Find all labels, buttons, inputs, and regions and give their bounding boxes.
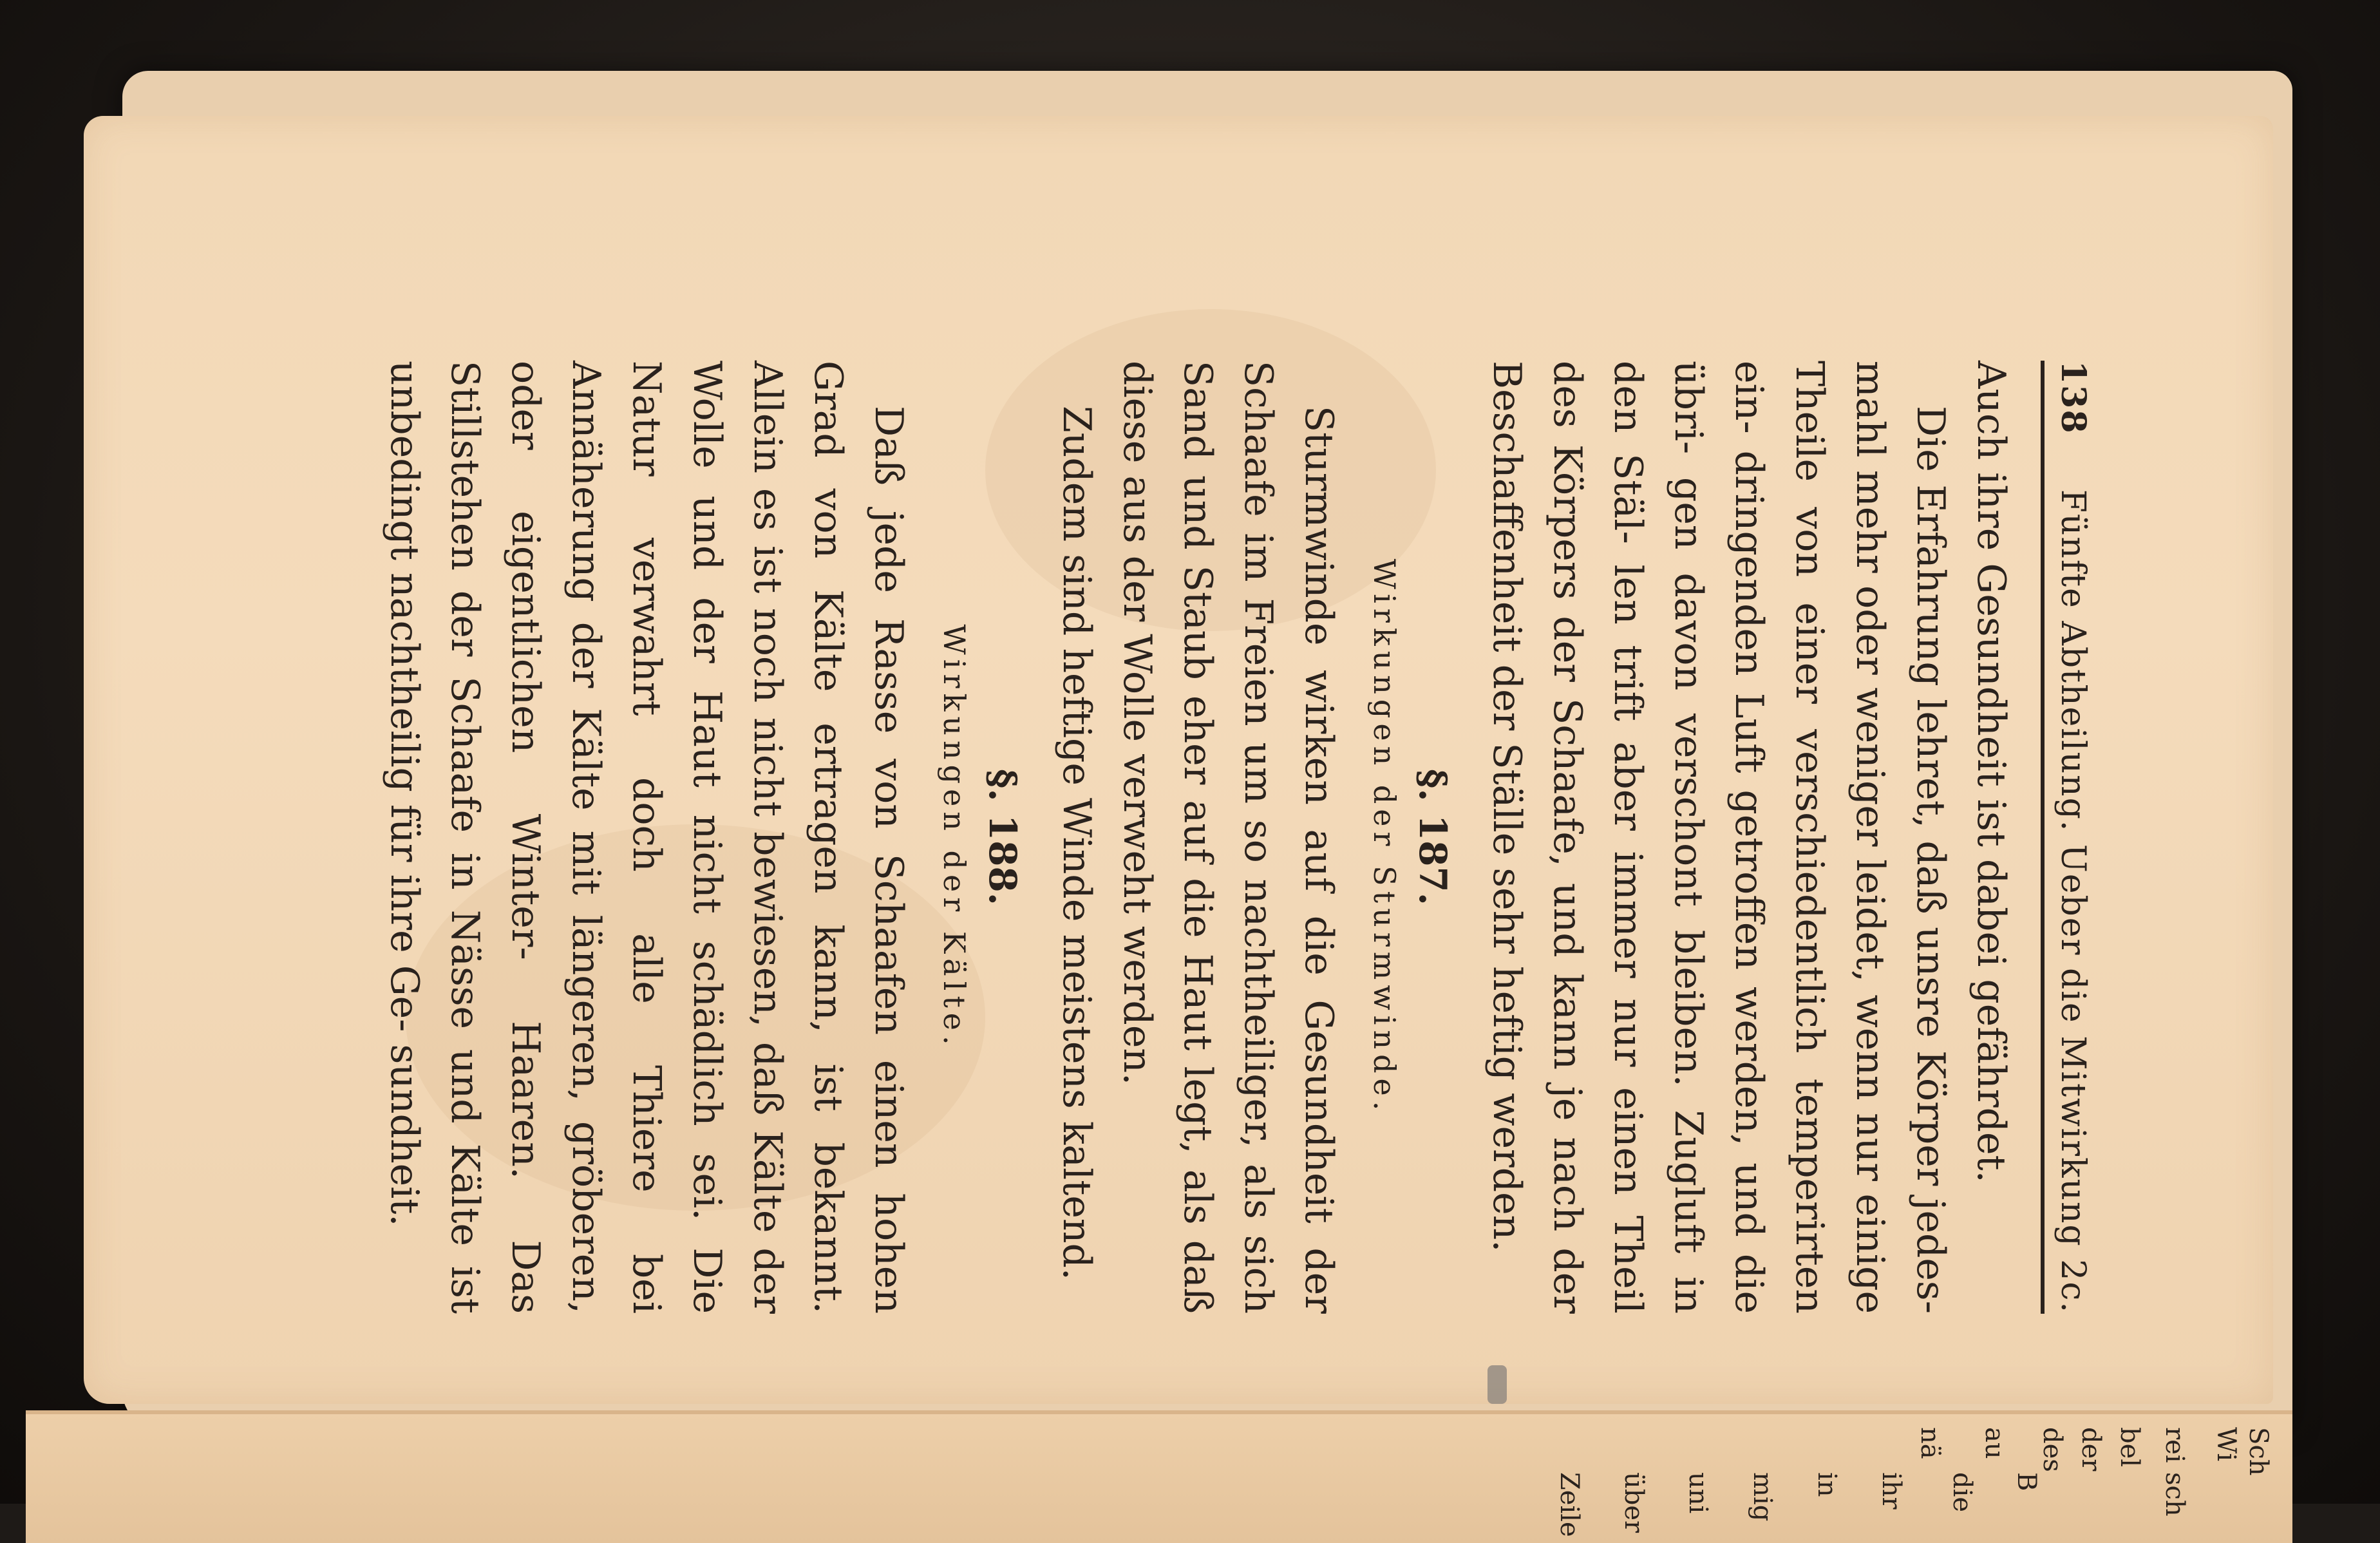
section-number: §. 187. xyxy=(1411,769,1455,905)
page-text-block xyxy=(374,361,2093,1314)
running-title: Fünfte Abtheilung. Ueber die Mitwirkung 2c. xyxy=(2054,489,2092,1314)
facing-page-text xyxy=(26,1414,2292,1543)
fragment-text: au xyxy=(1979,1427,2009,1459)
fragment-text: in xyxy=(1812,1472,1842,1497)
fragment-text: Sch xyxy=(2243,1427,2273,1476)
page-number: 138 xyxy=(2054,361,2093,435)
fragment-text: rei xyxy=(2160,1427,2189,1463)
section-title: Wirkungen der Kälte. xyxy=(937,624,972,1050)
fragment-text: die xyxy=(1947,1472,1977,1513)
fragment-text: nä xyxy=(1915,1427,1945,1459)
fragment-text: ihr xyxy=(1876,1472,1906,1510)
fragment-text: über xyxy=(1619,1472,1648,1533)
fragment-text: Wi xyxy=(2211,1427,2241,1462)
running-header xyxy=(2041,361,2093,1314)
fragment-text: bel xyxy=(2115,1427,2144,1468)
fragment-text: des xyxy=(2037,1427,2067,1472)
facing-page-edge xyxy=(26,1410,2292,1543)
paragraph: Zudem sind heftige Winde meistens kaltend. xyxy=(1054,406,1099,1280)
paragraph: Daß jede Rasse von Schaafen einen hohen Grad von Kälte ertragen kann, ist bekannt. Allein es ist noch nicht bewiesen, daß Kälte der Wolle und der Haut nicht schädlich sei. Die Natur verwahrt doch alle Thiere bei Annäherung der Kälte mit längeren, gröberen, oder eigentlichen Winter- Haaren. Das Stillstehen der Schaafe in Nässe und Kälte ist unbedingt nachtheilig für ihre Ge- sundheit. xyxy=(382,361,911,1314)
fragment-text: sch xyxy=(2160,1472,2189,1517)
fragment-text: mig xyxy=(1748,1472,1777,1522)
paragraph: Auch ihre Gesundheit ist dabei gefährdet. xyxy=(1969,361,2014,1183)
fragment-text: der xyxy=(2076,1427,2106,1472)
section-number: §. 188. xyxy=(981,769,1025,905)
paragraph: Die Erfahrung lehret, daß unsre Körper jedes- mahl mehr oder weniger leidet, wenn nur einige Theile von einer verschiedentlich temperirten ein- dringenden Luft getroffen werden, und die übri- gen davon verschont bleiben. Zugluft in den Stäl- len trift aber immer nur einen Theil des Körpers der Schaafe, und kann je nach der Beschaffenheit der Ställe sehr heftig werden. xyxy=(1484,361,1953,1314)
clip-marker xyxy=(1488,1365,1507,1404)
fragment-text: Zeile xyxy=(1554,1472,1584,1537)
fragment-text: uni xyxy=(1683,1472,1713,1514)
section-title: Wirkungen der Sturmwinde. xyxy=(1367,558,1402,1116)
fragment-text: B xyxy=(2012,1472,2041,1491)
paragraph: Sturmwinde wirken auf die Gesundheit der Schaafe im Freien um so nachtheiliger, als sich Sand und Staub eher auf die Haut legt, als daß diese aus der Wolle verweht werden. xyxy=(1115,361,1341,1314)
